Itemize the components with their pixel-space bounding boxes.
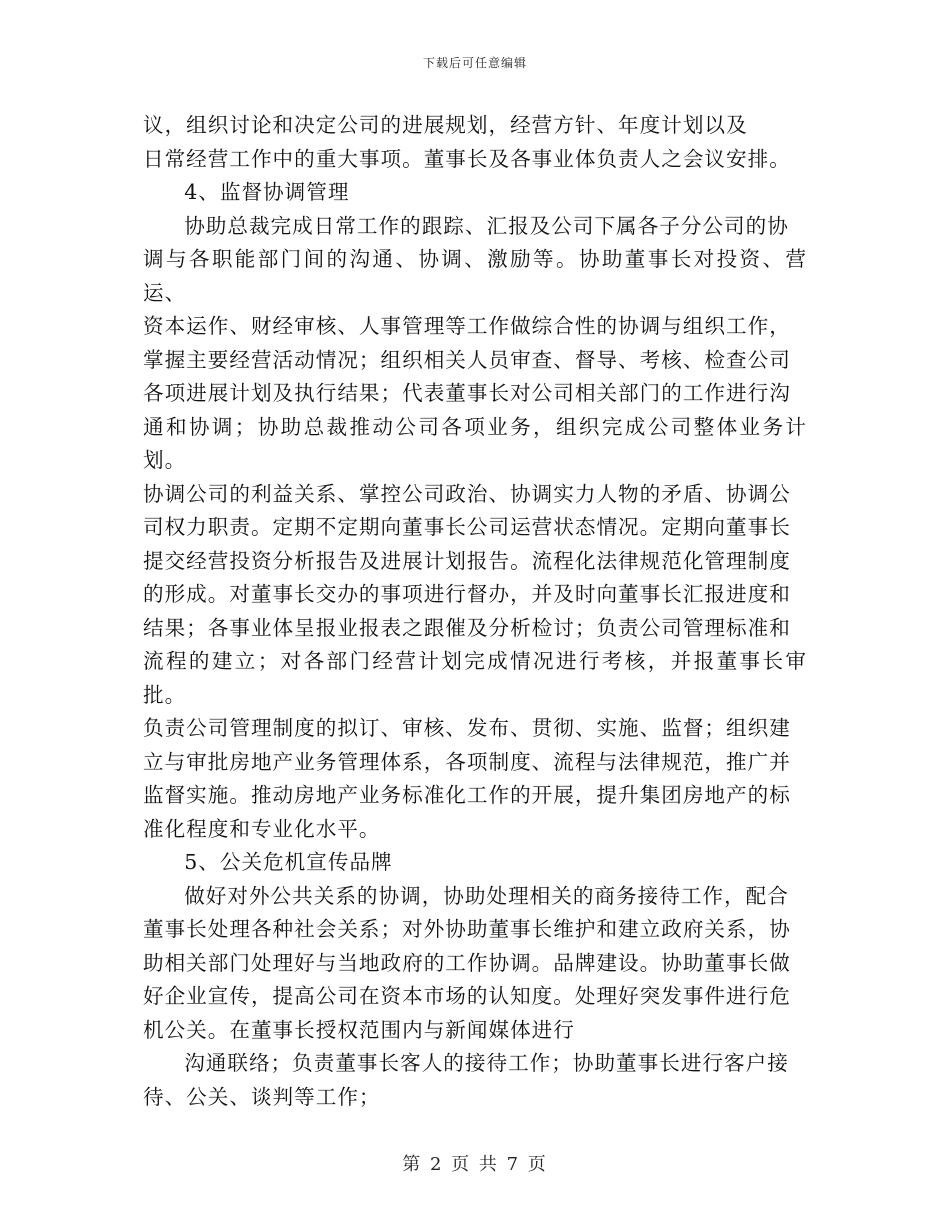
paragraph [143, 1047, 807, 1114]
page-header: 下载后可任意编辑 [422, 56, 527, 70]
text-line: 立与审批房地产业务管理体系，各项制度、流程与法律规范，推广并 [143, 749, 791, 774]
text-line: 通和协调；协助总裁推动公司各项业务，组织完成公司整体业务计划。 [143, 414, 807, 472]
text-line: 的形成。对董事长交办的事项进行督办，并及时向董事长汇报进度和 [143, 582, 791, 606]
text-line: 协助总裁完成日常工作的跟踪、汇报及公司下属各子分公司的协 [184, 213, 789, 238]
text-line: 5、公关危机宣传品牌 [184, 850, 393, 874]
text-line: 好企业宣传，提高公司在资本市场的认知度。处理好突发事件进行危 [143, 984, 791, 1008]
page-footer: 第 2 页 共 7 页 [402, 1154, 548, 1175]
text-line: 做好对外公共关系的协调，协助处理相关的商务接待工作，配合 [184, 883, 789, 908]
text-line: 协调公司的利益关系、掌控公司政治、协调实力人物的矛盾、协调公 [143, 481, 791, 506]
text-line: 准化程度和专业化水平。 [143, 816, 381, 841]
text-line: 负责公司管理制度的拟订、审核、发布、贯彻、实施、监督；组织建 [143, 716, 791, 740]
text-line: 沟通联络；负责董事长客人的接待工作；协助董事长进行客户接 [184, 1051, 789, 1075]
text-line: 提交经营投资分析报告及进展计划报告。流程化法律规范化管理制度 [143, 548, 791, 573]
text-line: 助相关部门处理好与当地政府的工作协调。品牌建设。协助董事长做 [143, 950, 791, 975]
text-line: 监督实施。推动房地产业务标准化工作的开展，提升集团房地产的标 [143, 783, 791, 807]
text-line: 各项进展计划及执行结果；代表董事长对公司相关部门的工作进行沟 [143, 381, 791, 405]
text-line: 议，组织讨论和决定公司的进展规划，经营方针、年度计划以及 [143, 113, 748, 137]
text-line: 日常经营工作中的重大事项。董事长及各事业体负责人之会议安排。 [143, 146, 791, 171]
section-heading [143, 846, 807, 880]
text-line: 董事长处理各种社会关系；对外协助董事长维护和建立政府关系，协 [143, 917, 791, 941]
text-line: 司权力职责。定期不定期向董事长公司运营状态情况。定期向董事长 [143, 515, 791, 539]
paragraph [143, 210, 807, 847]
text-line: 调与各职能部门间的沟通、协调、激励等。协助董事长对投资、营运、 [143, 247, 807, 305]
paragraph [143, 880, 807, 1048]
paragraph [143, 109, 807, 176]
section-heading [143, 176, 807, 210]
document-body [143, 109, 807, 1114]
text-line: 结果；各事业体呈报业报表之跟催及分析检讨；负责公司管理标准和 [143, 615, 791, 640]
text-line: 4、监督协调管理 [184, 180, 350, 204]
text-line: 待、公关、谈判等工作； [143, 1084, 381, 1109]
text-line: 流程的建立；对各部门经营计划完成情况进行考核，并报董事长审批。 [143, 649, 807, 707]
text-line: 掌握主要经营活动情况；组织相关人员审查、督导、考核、检查公司 [143, 347, 791, 372]
text-line: 机公关。在董事长授权范围内与新闻媒体进行 [143, 1017, 575, 1042]
text-line: 资本运作、财经审核、人事管理等工作做综合性的协调与组织工作， [143, 314, 791, 338]
